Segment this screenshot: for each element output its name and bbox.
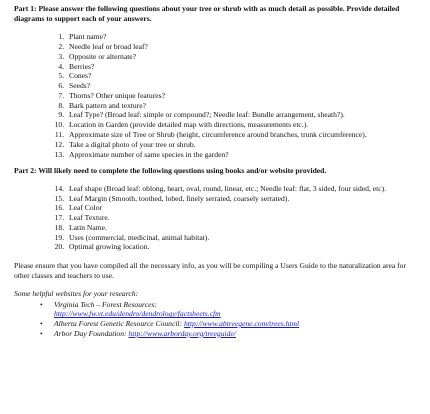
website-link[interactable]: http://www.arborday.org/treeguide/ xyxy=(128,328,236,338)
part2-question: 16. Leaf Color xyxy=(66,203,416,213)
website-name: Alberta Forest Genetic Resource Council: xyxy=(54,319,183,328)
website-item xyxy=(40,299,416,319)
part1-question: 4. Berries? xyxy=(66,62,416,72)
bullet-icon: • xyxy=(40,328,43,338)
part2-question-list xyxy=(14,184,416,252)
websites-title: Some helpful websites for your research: xyxy=(14,289,139,299)
part2-question: 20. Optimal growing location. xyxy=(66,242,416,252)
part1-question: 6. Seeds? xyxy=(66,81,416,91)
part1-question: 2. Needle leaf or broad leaf? xyxy=(66,42,416,52)
part1-question: 8. Bark pattern and texture? xyxy=(66,101,416,111)
part1-question: 10. Location in Garden (provide detailed map with directions, measurements etc.). xyxy=(66,120,416,130)
part2-question: 17. Leaf Texture. xyxy=(66,213,416,223)
bullet-icon: • xyxy=(40,299,43,309)
bullet-icon: • xyxy=(40,319,43,328)
part1-question: 11. Approximate size of Tree or Shrub (height, circumference around branches, trunk circumference). xyxy=(66,130,416,140)
part2-question: 19. Uses (commercial, medicinal, animal habitat). xyxy=(66,233,416,243)
part1-question: 5. Cones? xyxy=(66,71,416,81)
websites-list xyxy=(14,300,416,338)
website-link[interactable]: http://www.abtreegene.com/trees.html xyxy=(183,319,300,328)
part1-question: 1. Plant name? xyxy=(66,32,416,42)
website-name: Arbor Day Foundation: xyxy=(54,328,127,338)
website-name: Virginia Tech – Forest Resources: xyxy=(54,299,157,309)
part1-question: 9. Leaf Type? (Broad leaf: simple or compound?; Needle leaf: Bundle arrangement, sheath?). xyxy=(66,110,416,120)
part1-heading: Part 1: Please answer the following questions about your tree or shrub with as much detail as possible. Provide detailed diagrams to support each of your answers. xyxy=(14,4,400,23)
part2-question: 18. Latin Name. xyxy=(66,223,416,233)
website-link[interactable]: http://www.fw.vt.edu/dendro/dendrology/factsheets.cfm xyxy=(54,309,221,319)
part1-question-list xyxy=(14,32,416,159)
part2-question: 15. Leaf Margin (Smooth, toothed, lobed, finely serrated, coarsely serrated). xyxy=(66,194,416,204)
part2-heading: Part 2: Will likely need to complete the following questions using books and/or website provided. xyxy=(14,166,327,176)
part1-question: 7. Thorns? Other unique features? xyxy=(66,91,416,101)
compilation-note: Please ensure that you have compiled all the necessary info, as you will be compiling a Users Guide to the naturalization area for other classes and teachers to use. xyxy=(14,261,407,280)
part1-question: 3. Opposite or alternate? xyxy=(66,52,416,62)
part1-question: 13. Approximate number of same species in the garden? xyxy=(66,150,416,160)
website-item xyxy=(40,319,416,329)
part1-question: 12. Take a digital photo of your tree or shrub. xyxy=(66,140,416,150)
website-item xyxy=(40,328,416,339)
part2-question: 14. Leaf shape (Broad leaf: oblong, heart, oval, round, linear, etc.; Needle leaf: flat, 3 sided, four sided, etc). xyxy=(66,184,416,194)
